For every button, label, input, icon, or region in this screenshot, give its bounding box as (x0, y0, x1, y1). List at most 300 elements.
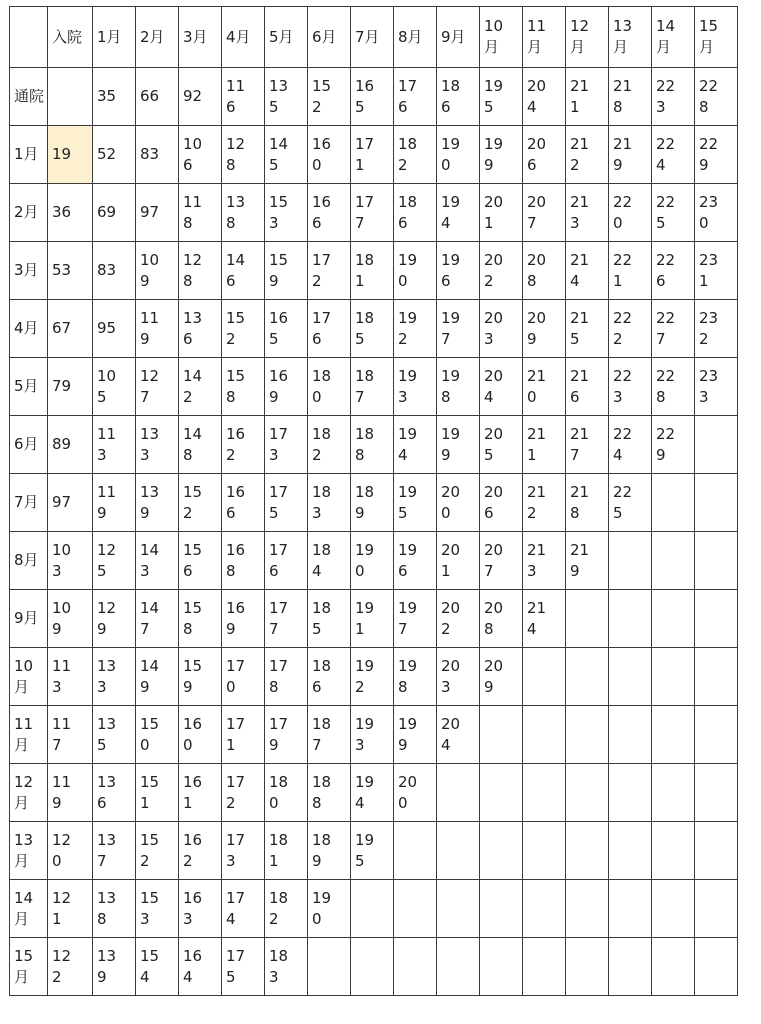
value-cell: 69 (93, 184, 136, 242)
table-row (10, 242, 738, 300)
value-cell (566, 764, 609, 822)
table-row (10, 938, 738, 996)
value-cell (523, 706, 566, 764)
row-header-cell: 10 月 (10, 648, 48, 706)
value-cell (394, 880, 437, 938)
value-cell: 18 1 (351, 242, 394, 300)
value-cell: 15 8 (179, 590, 222, 648)
value-cell: 11 9 (93, 474, 136, 532)
value-cell: 17 6 (308, 300, 351, 358)
value-cell: 18 1 (265, 822, 308, 880)
value-cell: 97 (48, 474, 93, 532)
value-cell: 11 8 (179, 184, 222, 242)
row-header-cell: 7月 (10, 474, 48, 532)
value-cell: 13 6 (93, 764, 136, 822)
value-cell (523, 938, 566, 996)
value-cell: 12 8 (222, 126, 265, 184)
value-cell: 16 3 (179, 880, 222, 938)
value-cell: 22 0 (609, 184, 652, 242)
value-cell: 21 9 (609, 126, 652, 184)
value-cell: 21 7 (566, 416, 609, 474)
value-cell: 20 7 (523, 184, 566, 242)
value-cell: 18 7 (351, 358, 394, 416)
value-cell: 13 3 (136, 416, 179, 474)
value-cell: 17 5 (222, 938, 265, 996)
value-cell: 15 2 (179, 474, 222, 532)
value-cell: 22 8 (695, 68, 738, 126)
row-header-cell: 14 月 (10, 880, 48, 938)
compensation-table (9, 6, 738, 996)
value-cell: 13 9 (136, 474, 179, 532)
row-header-cell: 8月 (10, 532, 48, 590)
value-cell: 18 3 (308, 474, 351, 532)
column-header-cell: 2月 (136, 7, 179, 68)
value-cell (437, 938, 480, 996)
value-cell: 20 2 (480, 242, 523, 300)
column-header-cell: 入院 (48, 7, 93, 68)
value-cell: 13 3 (93, 648, 136, 706)
row-header-cell: 11 月 (10, 706, 48, 764)
value-cell: 12 9 (93, 590, 136, 648)
value-cell: 17 4 (222, 880, 265, 938)
value-cell (695, 416, 738, 474)
value-cell: 17 2 (308, 242, 351, 300)
value-cell: 22 4 (652, 126, 695, 184)
value-cell: 22 2 (609, 300, 652, 358)
row-header-cell: 1月 (10, 126, 48, 184)
value-cell: 21 8 (566, 474, 609, 532)
value-cell: 22 8 (652, 358, 695, 416)
value-cell: 21 1 (523, 416, 566, 474)
value-cell: 19 2 (394, 300, 437, 358)
value-cell: 17 1 (351, 126, 394, 184)
value-cell: 83 (136, 126, 179, 184)
value-cell: 22 1 (609, 242, 652, 300)
value-cell (480, 822, 523, 880)
value-cell: 13 5 (93, 706, 136, 764)
value-cell (480, 938, 523, 996)
value-cell: 17 6 (394, 68, 437, 126)
value-cell: 19 6 (394, 532, 437, 590)
value-cell: 17 1 (222, 706, 265, 764)
value-cell: 20 8 (523, 242, 566, 300)
value-cell: 19 4 (394, 416, 437, 474)
value-cell (351, 938, 394, 996)
value-cell: 16 6 (222, 474, 265, 532)
value-cell: 16 6 (308, 184, 351, 242)
value-cell (480, 706, 523, 764)
value-cell: 22 6 (652, 242, 695, 300)
value-cell: 20 2 (437, 590, 480, 648)
value-cell: 12 2 (48, 938, 93, 996)
value-cell: 20 1 (480, 184, 523, 242)
value-cell: 12 1 (48, 880, 93, 938)
value-cell: 21 4 (523, 590, 566, 648)
value-cell: 19 9 (480, 126, 523, 184)
value-cell: 14 6 (222, 242, 265, 300)
value-cell: 10 5 (93, 358, 136, 416)
value-cell: 15 6 (179, 532, 222, 590)
value-cell: 19 0 (351, 532, 394, 590)
value-cell: 17 7 (351, 184, 394, 242)
value-cell: 35 (93, 68, 136, 126)
value-cell: 16 5 (351, 68, 394, 126)
value-cell: 11 3 (93, 416, 136, 474)
value-cell: 21 8 (609, 68, 652, 126)
value-cell (394, 938, 437, 996)
value-cell: 20 9 (523, 300, 566, 358)
value-cell: 19 7 (394, 590, 437, 648)
value-cell: 18 7 (308, 706, 351, 764)
value-cell: 52 (93, 126, 136, 184)
value-cell: 18 6 (437, 68, 480, 126)
value-cell: 21 0 (523, 358, 566, 416)
table-row (10, 648, 738, 706)
table-row (10, 126, 738, 184)
value-cell: 23 0 (695, 184, 738, 242)
value-cell: 89 (48, 416, 93, 474)
value-cell (609, 648, 652, 706)
value-cell: 22 5 (609, 474, 652, 532)
table-row (10, 300, 738, 358)
column-header-cell: 3月 (179, 7, 222, 68)
column-header-cell: 12 月 (566, 7, 609, 68)
value-cell: 13 8 (93, 880, 136, 938)
value-cell: 83 (93, 242, 136, 300)
table-row (10, 880, 738, 938)
value-cell: 20 4 (523, 68, 566, 126)
row-header-cell: 通院 (10, 68, 48, 126)
value-cell: 16 2 (222, 416, 265, 474)
value-cell: 20 6 (480, 474, 523, 532)
value-cell: 15 2 (222, 300, 265, 358)
value-cell: 19 0 (308, 880, 351, 938)
value-cell: 20 7 (480, 532, 523, 590)
value-cell: 14 2 (179, 358, 222, 416)
value-cell: 19 3 (394, 358, 437, 416)
table-row (10, 358, 738, 416)
value-cell: 21 9 (566, 532, 609, 590)
value-cell: 17 2 (222, 764, 265, 822)
value-cell (652, 880, 695, 938)
value-cell: 18 6 (308, 648, 351, 706)
value-cell (394, 822, 437, 880)
value-cell: 14 9 (136, 648, 179, 706)
value-cell: 18 6 (394, 184, 437, 242)
value-cell: 18 2 (265, 880, 308, 938)
value-cell: 12 8 (179, 242, 222, 300)
row-header-cell: 4月 (10, 300, 48, 358)
value-cell: 19 9 (394, 706, 437, 764)
value-cell (566, 880, 609, 938)
value-cell: 17 5 (265, 474, 308, 532)
table-row (10, 184, 738, 242)
value-cell: 22 5 (652, 184, 695, 242)
value-cell: 20 5 (480, 416, 523, 474)
value-cell: 18 4 (308, 532, 351, 590)
value-cell: 67 (48, 300, 93, 358)
value-cell: 19 1 (351, 590, 394, 648)
row-header-cell: 3月 (10, 242, 48, 300)
value-cell: 17 0 (222, 648, 265, 706)
value-cell: 36 (48, 184, 93, 242)
column-header-cell: 7月 (351, 7, 394, 68)
value-cell: 20 1 (437, 532, 480, 590)
value-cell: 66 (136, 68, 179, 126)
value-cell (695, 532, 738, 590)
header-row (10, 7, 738, 68)
value-cell: 12 7 (136, 358, 179, 416)
value-cell: 17 3 (222, 822, 265, 880)
value-cell (480, 880, 523, 938)
value-cell (609, 938, 652, 996)
column-header-cell: 5月 (265, 7, 308, 68)
row-header-cell: 2月 (10, 184, 48, 242)
value-cell: 19 7 (437, 300, 480, 358)
value-cell (652, 938, 695, 996)
value-cell (437, 880, 480, 938)
value-cell: 11 3 (48, 648, 93, 706)
value-cell: 13 6 (179, 300, 222, 358)
value-cell (652, 648, 695, 706)
value-cell: 17 7 (265, 590, 308, 648)
value-cell (695, 880, 738, 938)
table-row (10, 416, 738, 474)
value-cell: 15 1 (136, 764, 179, 822)
value-cell (566, 938, 609, 996)
column-header-cell: 8月 (394, 7, 437, 68)
value-cell: 16 8 (222, 532, 265, 590)
value-cell: 19 9 (437, 416, 480, 474)
value-cell: 16 4 (179, 938, 222, 996)
value-cell: 13 9 (93, 938, 136, 996)
value-cell: 21 3 (566, 184, 609, 242)
value-cell: 13 8 (222, 184, 265, 242)
value-cell: 13 5 (265, 68, 308, 126)
value-cell (308, 938, 351, 996)
value-cell: 21 6 (566, 358, 609, 416)
value-cell: 21 5 (566, 300, 609, 358)
row-header-cell: 5月 (10, 358, 48, 416)
row-header-cell: 12 月 (10, 764, 48, 822)
value-cell (609, 822, 652, 880)
value-cell: 23 2 (695, 300, 738, 358)
value-cell (566, 706, 609, 764)
value-cell: 15 2 (308, 68, 351, 126)
table-row (10, 764, 738, 822)
column-header-cell: 1月 (93, 7, 136, 68)
value-cell: 15 3 (265, 184, 308, 242)
value-cell: 19 4 (437, 184, 480, 242)
value-cell (695, 706, 738, 764)
value-cell (523, 764, 566, 822)
column-header-cell: 4月 (222, 7, 265, 68)
value-cell: 16 5 (265, 300, 308, 358)
row-header-cell: 15 月 (10, 938, 48, 996)
value-cell: 14 3 (136, 532, 179, 590)
value-cell (523, 822, 566, 880)
value-cell: 16 9 (222, 590, 265, 648)
value-cell: 22 9 (652, 416, 695, 474)
value-cell (652, 474, 695, 532)
value-cell: 22 3 (652, 68, 695, 126)
value-cell: 97 (136, 184, 179, 242)
value-cell (695, 648, 738, 706)
value-cell: 23 1 (695, 242, 738, 300)
value-cell (652, 706, 695, 764)
value-cell: 13 7 (93, 822, 136, 880)
value-cell (523, 880, 566, 938)
value-cell: 20 4 (480, 358, 523, 416)
value-cell: 14 7 (136, 590, 179, 648)
value-cell: 11 9 (136, 300, 179, 358)
value-cell: 19 0 (437, 126, 480, 184)
column-header-cell: 9月 (437, 7, 480, 68)
value-cell (652, 822, 695, 880)
value-cell: 16 9 (265, 358, 308, 416)
value-cell (566, 822, 609, 880)
value-cell: 17 8 (265, 648, 308, 706)
value-cell: 22 4 (609, 416, 652, 474)
column-header-cell: 10 月 (480, 7, 523, 68)
value-cell: 19 0 (394, 242, 437, 300)
value-cell (480, 764, 523, 822)
table-row (10, 68, 738, 126)
value-cell: 18 5 (308, 590, 351, 648)
table-row (10, 590, 738, 648)
value-cell: 14 5 (265, 126, 308, 184)
column-header-cell: 15 月 (695, 7, 738, 68)
value-cell: 19 5 (394, 474, 437, 532)
value-cell: 19 5 (351, 822, 394, 880)
table-row (10, 532, 738, 590)
compensation-table-body (10, 7, 738, 996)
value-cell: 19 3 (351, 706, 394, 764)
value-cell (523, 648, 566, 706)
value-cell: 18 2 (394, 126, 437, 184)
value-cell: 21 4 (566, 242, 609, 300)
column-header-cell: 14 月 (652, 7, 695, 68)
value-cell (652, 532, 695, 590)
value-cell: 22 9 (695, 126, 738, 184)
value-cell: 23 3 (695, 358, 738, 416)
value-cell: 22 3 (609, 358, 652, 416)
value-cell (48, 68, 93, 126)
column-header-cell: 13 月 (609, 7, 652, 68)
highlighted-value-cell: 19 (48, 126, 93, 184)
value-cell: 18 5 (351, 300, 394, 358)
value-cell: 20 0 (394, 764, 437, 822)
table-row (10, 822, 738, 880)
value-cell: 21 2 (566, 126, 609, 184)
value-cell: 17 9 (265, 706, 308, 764)
value-cell: 15 8 (222, 358, 265, 416)
value-cell: 53 (48, 242, 93, 300)
table-row (10, 474, 738, 532)
value-cell: 19 8 (437, 358, 480, 416)
value-cell: 79 (48, 358, 93, 416)
value-cell: 20 0 (437, 474, 480, 532)
table-row (10, 706, 738, 764)
row-header-cell: 13 月 (10, 822, 48, 880)
value-cell: 92 (179, 68, 222, 126)
value-cell (609, 764, 652, 822)
value-cell (609, 706, 652, 764)
row-header-cell: 9月 (10, 590, 48, 648)
value-cell (695, 764, 738, 822)
value-cell: 18 0 (265, 764, 308, 822)
corner-cell (10, 7, 48, 68)
value-cell (351, 880, 394, 938)
value-cell: 19 4 (351, 764, 394, 822)
value-cell (609, 590, 652, 648)
value-cell: 18 8 (351, 416, 394, 474)
value-cell: 20 8 (480, 590, 523, 648)
value-cell: 21 2 (523, 474, 566, 532)
value-cell: 18 8 (308, 764, 351, 822)
value-cell: 19 5 (480, 68, 523, 126)
value-cell: 11 7 (48, 706, 93, 764)
value-cell: 20 3 (480, 300, 523, 358)
value-cell: 15 3 (136, 880, 179, 938)
value-cell: 18 3 (265, 938, 308, 996)
value-cell: 18 0 (308, 358, 351, 416)
value-cell (437, 822, 480, 880)
value-cell: 10 9 (136, 242, 179, 300)
value-cell: 19 2 (351, 648, 394, 706)
value-cell: 18 9 (308, 822, 351, 880)
value-cell: 20 3 (437, 648, 480, 706)
value-cell (566, 590, 609, 648)
value-cell: 10 3 (48, 532, 93, 590)
value-cell: 15 9 (265, 242, 308, 300)
value-cell: 16 0 (308, 126, 351, 184)
value-cell: 16 1 (179, 764, 222, 822)
value-cell: 16 2 (179, 822, 222, 880)
value-cell (652, 764, 695, 822)
value-cell (695, 822, 738, 880)
value-cell: 15 0 (136, 706, 179, 764)
value-cell: 11 6 (222, 68, 265, 126)
value-cell: 10 9 (48, 590, 93, 648)
row-header-cell: 6月 (10, 416, 48, 474)
value-cell: 17 3 (265, 416, 308, 474)
value-cell: 12 5 (93, 532, 136, 590)
value-cell: 18 9 (351, 474, 394, 532)
value-cell: 15 9 (179, 648, 222, 706)
value-cell: 14 8 (179, 416, 222, 474)
value-cell: 22 7 (652, 300, 695, 358)
value-cell: 21 1 (566, 68, 609, 126)
value-cell: 95 (93, 300, 136, 358)
value-cell: 12 0 (48, 822, 93, 880)
value-cell: 17 6 (265, 532, 308, 590)
value-cell (695, 590, 738, 648)
value-cell (566, 648, 609, 706)
value-cell: 15 4 (136, 938, 179, 996)
value-cell: 19 8 (394, 648, 437, 706)
value-cell: 21 3 (523, 532, 566, 590)
value-cell (437, 764, 480, 822)
value-cell: 11 9 (48, 764, 93, 822)
value-cell: 15 2 (136, 822, 179, 880)
value-cell (652, 590, 695, 648)
column-header-cell: 6月 (308, 7, 351, 68)
value-cell (695, 938, 738, 996)
value-cell: 18 2 (308, 416, 351, 474)
value-cell: 20 4 (437, 706, 480, 764)
column-header-cell: 11 月 (523, 7, 566, 68)
